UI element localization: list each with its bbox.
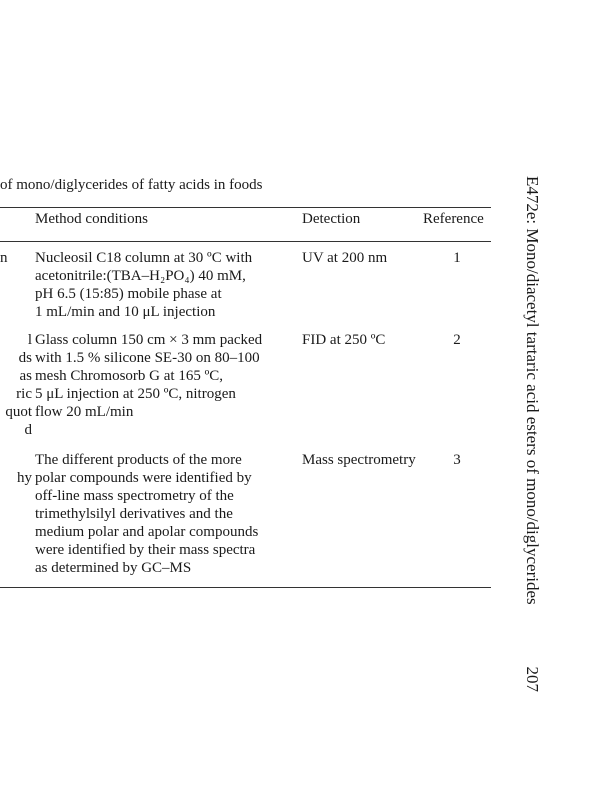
running-head-title: E472e: Mono/diacetyl tartaric acid esters of mono/diglycerides [523,176,542,605]
table-header-rule [0,241,491,242]
row-left-fragment: n [0,250,8,266]
header-detection: Detection [302,211,361,227]
row-left-fragment: l ds as ric quot d [5,332,32,438]
header-reference: Reference [423,211,484,227]
detection-cell: FID at 250 ºC [302,332,386,348]
detection-cell: Mass spectrometry [302,452,416,468]
reference-cell: 1 [453,250,461,266]
reference-cell: 3 [453,452,461,468]
table-top-rule [0,207,491,208]
detection-cell: UV at 200 nm [302,250,388,266]
page-number: 207 [523,666,542,692]
method-cell: Glass column 150 cm × 3 mm packed with 1.5 % silicone SE-30 on 80–100 mesh Chromosorb G at 165 ºC, 5 μL injection at 250 ºC, nitrogen flow 20 mL/min [35,332,263,420]
reference-cell: 2 [453,332,461,348]
row-left-fragment: hy [17,470,32,486]
table-caption: of mono/diglycerides of fatty acids in foods [0,177,263,193]
method-cell: Nucleosil C18 column at 30 ºC with acetonitrile:(TBA–H₂PO₄) 40 mM, pH 6.5 (15:85) mobile phase at 1 mL/min and 10 μL injection [35,250,253,320]
running-head [517,176,547,692]
method-cell: The different products of the more polar compounds were identified by off-line mass spectrometry of the trimethylsilyl derivatives and the medium polar and apolar compounds were identified by their mass spectra as determined by GC–MS [35,452,259,576]
table-bottom-rule [0,587,491,588]
header-method: Method conditions [35,211,148,227]
